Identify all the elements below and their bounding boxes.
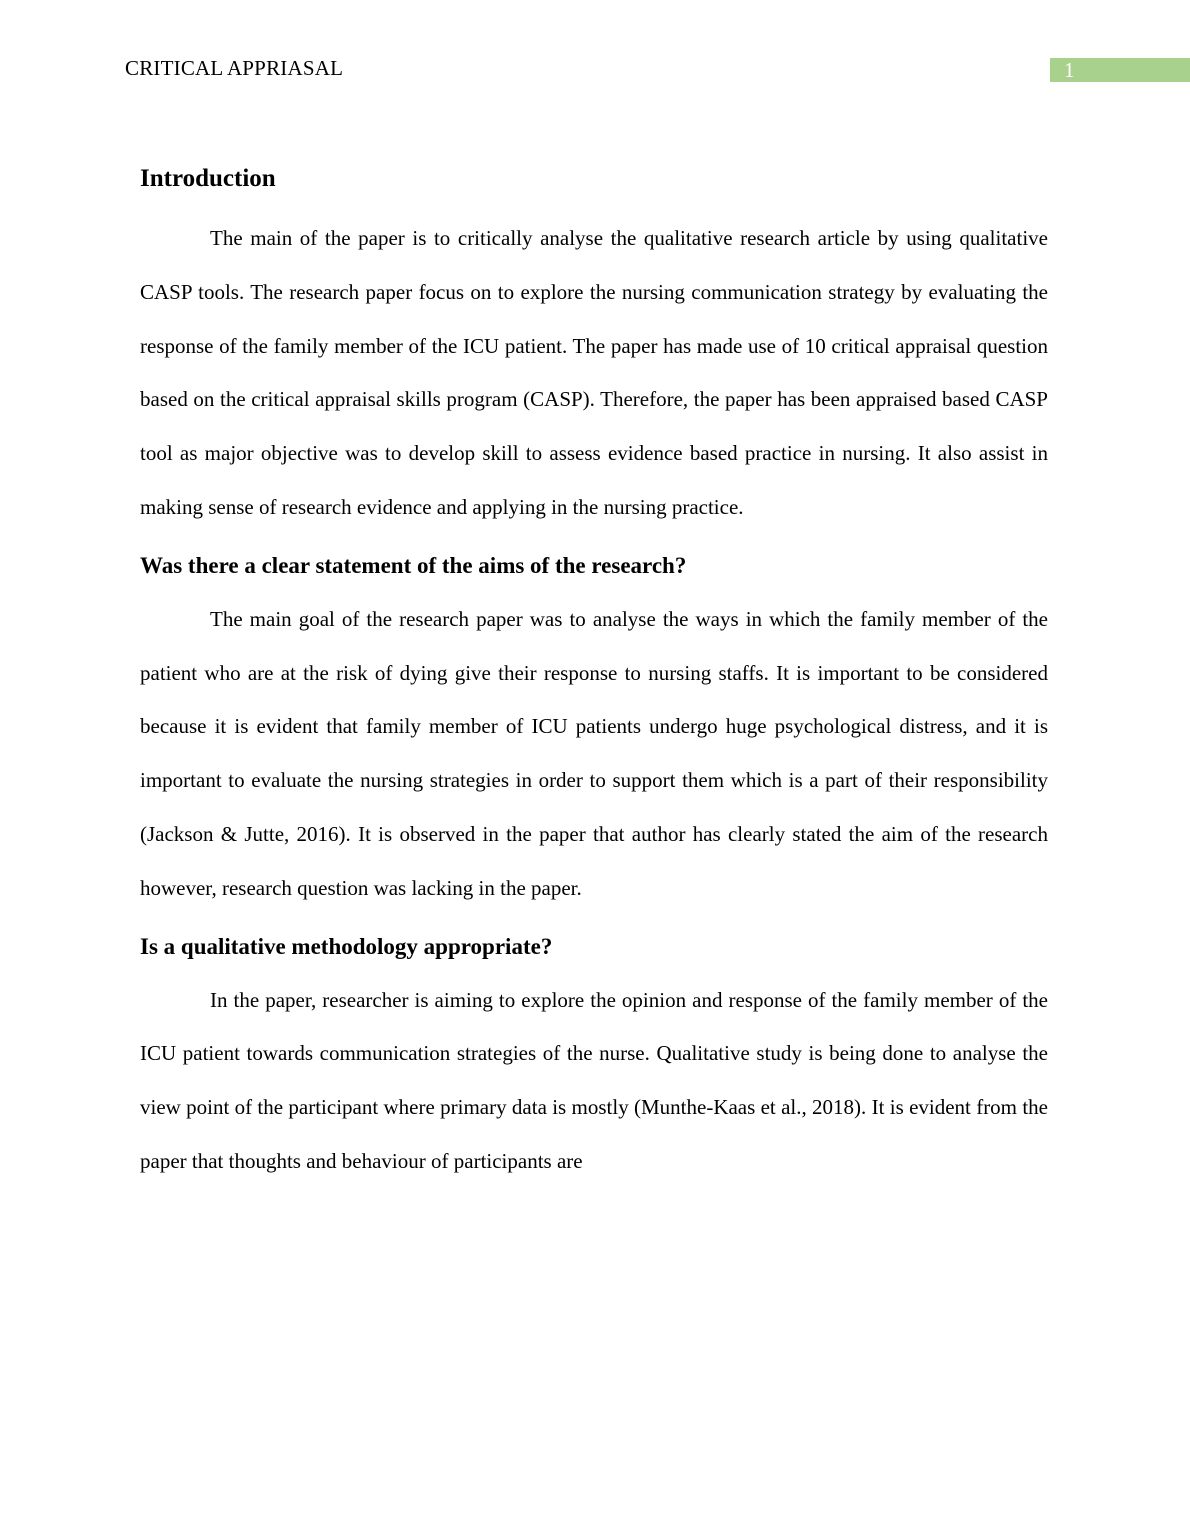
section-heading-introduction: Introduction	[140, 165, 276, 192]
paragraph-aims: The main goal of the research paper was to analyse the ways in which the family member of the patient who are at the risk of dying give their response to nursing staffs. It is important to be considered because it is evident that family member of ICU patients undergo huge psychological distress, and it is important to evaluate the nursing strategies in order to support them which is a part of their responsibility (Jackson & Jutte, 2016). It is observed in the paper that author has clearly stated the aim of the research however, research question was lacking in the paper.	[140, 606, 1048, 900]
running-head: CRITICAL APPRIASAL	[125, 56, 344, 80]
document-body	[140, 160, 1048, 1189]
section-heading-methodology: Is a qualitative methodology appropriate?	[140, 933, 553, 959]
page-number: 1	[1064, 58, 1075, 82]
page-number-box	[1050, 58, 1190, 82]
paragraph-methodology: In the paper, researcher is aiming to explore the opinion and response of the family member of the ICU patient towards communication strategies of the nurse. Qualitative study is being done to analyse the view point of the participant where primary data is mostly (Munthe-Kaas et al., 2018). It is evident from the paper that thoughts and behaviour of participants are	[140, 987, 1048, 1173]
section-heading-aims: Was there a clear statement of the aims of the research?	[140, 552, 687, 578]
paragraph-introduction: The main of the paper is to critically analyse the qualitative research article by using qualitative CASP tools. The research paper focus on to explore the nursing communication strategy by evaluating the response of the family member of the ICU patient. The paper has made use of 10 critical appraisal question based on the critical appraisal skills program (CASP). Therefore, the paper has been appraised based CASP tool as major objective was to develop skill to assess evidence based practice in nursing. It also assist in making sense of research evidence and applying in the nursing practice.	[140, 226, 1048, 519]
